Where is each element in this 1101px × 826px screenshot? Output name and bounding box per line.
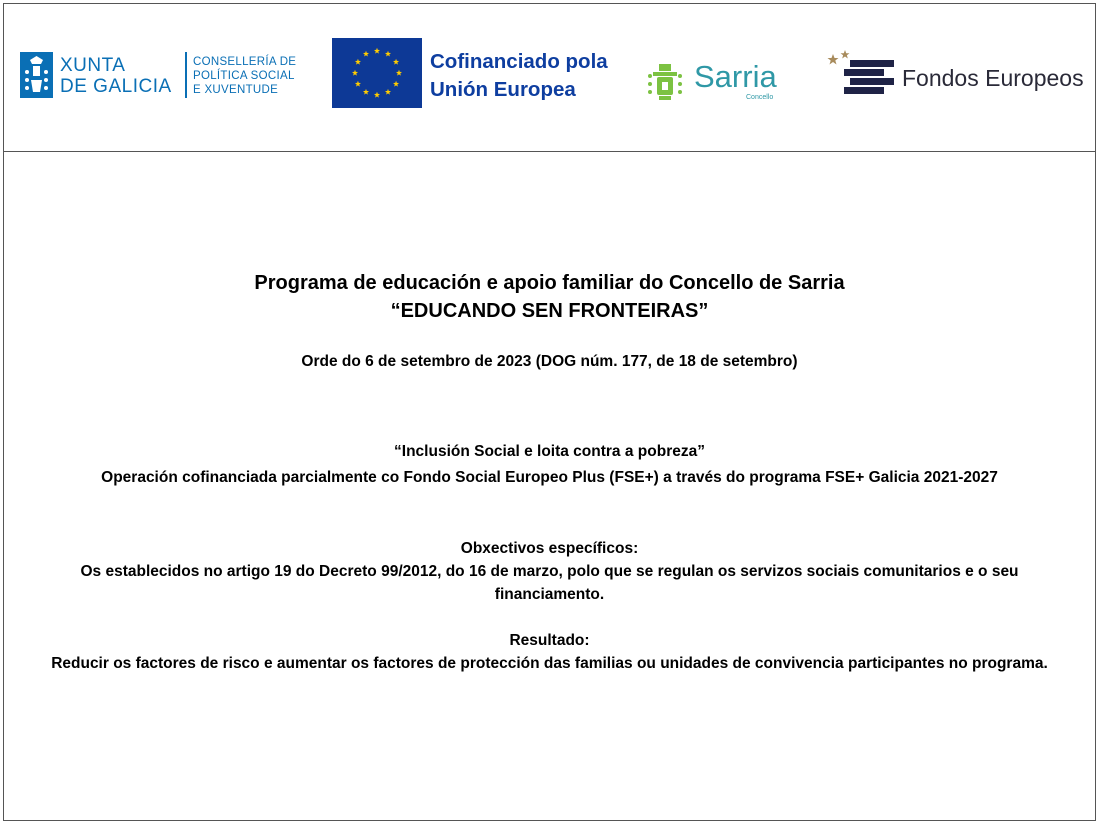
xunta-separator <box>185 52 187 98</box>
sarria-subtitle: Concello <box>746 94 774 101</box>
document-frame <box>3 3 1096 821</box>
objectives-text: Os establecidos no artigo 19 do Decreto 99/2012, do 16 de marzo, polo que se regulan os servizos sociais comunitarios e o seu <box>80 563 1019 580</box>
program-title: Programa de educación e apoio familiar do Concello de Sarria <box>254 272 845 294</box>
eu-flag-icon <box>332 38 422 108</box>
operation-line: Operación cofinanciada parcialmente co Fondo Social Europeo Plus (FSE+) a través do programa FSE+ Galicia 2021-2027 <box>101 469 998 486</box>
program-name: “EDUCANDO SEN FRONTEIRAS” <box>390 300 709 322</box>
xunta-crest-icon <box>20 52 53 98</box>
fondos-europeos-label: Fondos Europeos <box>902 65 1084 91</box>
logo-header <box>4 4 1095 152</box>
fondos-europeos-icon <box>826 50 894 100</box>
xunta-department: CONSELLERÍA DE POLÍTICA SOCIAL E XUVENTUDE <box>193 56 297 96</box>
xunta-name: XUNTA DE GALICIA <box>60 55 172 97</box>
result-heading: Resultado: <box>509 632 590 649</box>
objectives-heading: Obxectivos específicos: <box>460 540 639 557</box>
objectives-text-cont: financiamento. <box>494 586 605 603</box>
order-reference: Orde do 6 de setembro de 2023 (DOG núm. 177, de 18 de setembro) <box>301 353 798 370</box>
result-text: Reducir os factores de risco e aumentar os factores de protección das familias ou unidades de convivencia participantes no programa. <box>51 655 1048 672</box>
sarria-crest-icon <box>647 62 683 102</box>
eu-cofinancing-label: Cofinanciado pola Unión Europea <box>430 50 608 101</box>
inclusion-line: “Inclusión Social e loita contra a pobreza” <box>394 443 705 460</box>
sarria-name: Sarria <box>694 59 777 94</box>
